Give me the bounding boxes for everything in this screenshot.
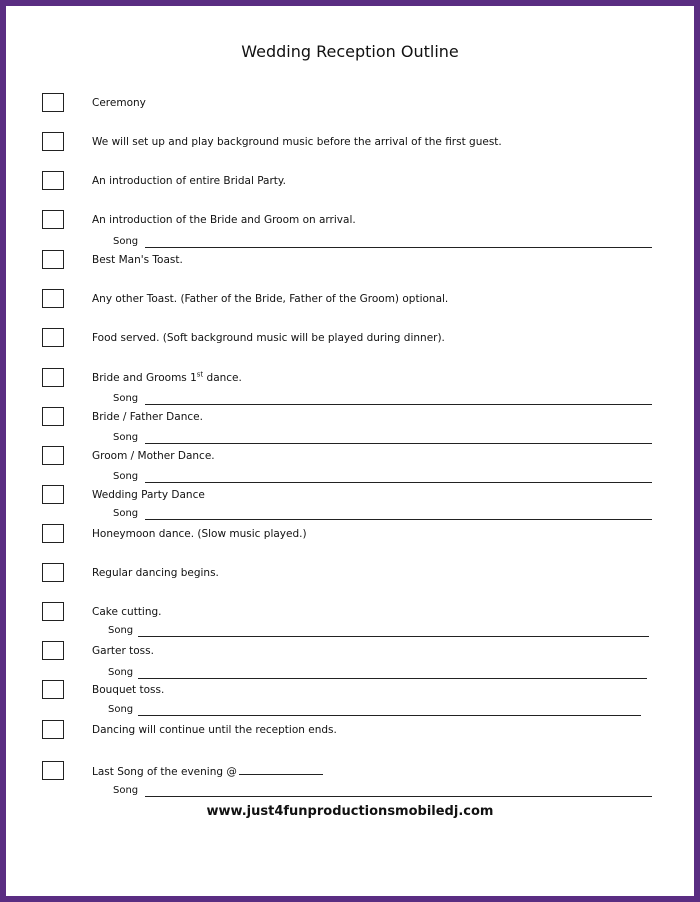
song-label: Song xyxy=(108,625,134,636)
song-line xyxy=(0,471,700,482)
time-input-line[interactable] xyxy=(239,764,323,775)
checkbox[interactable] xyxy=(42,563,64,582)
song-input-line[interactable] xyxy=(145,443,652,444)
song-label: Song xyxy=(108,667,134,678)
checkbox[interactable] xyxy=(42,210,64,229)
item-label: Regular dancing begins. xyxy=(92,567,219,579)
list-item-ceremony xyxy=(0,97,700,109)
item-label: Food served. (Soft background music will be played during dinner). xyxy=(92,332,445,344)
list-item-cake-cutting xyxy=(0,606,700,618)
item-label: Last Song of the evening @ xyxy=(92,764,323,779)
song-line xyxy=(0,508,700,519)
song-label: Song xyxy=(113,236,139,247)
item-label: An introduction of entire Bridal Party. xyxy=(92,175,286,187)
song-line xyxy=(0,625,700,636)
checkbox[interactable] xyxy=(42,680,64,699)
item-label: Dancing will continue until the reception ends. xyxy=(92,724,337,736)
song-line xyxy=(0,704,700,715)
song-label: Song xyxy=(108,704,134,715)
list-item-groom-mother-dance xyxy=(0,450,700,462)
checkbox[interactable] xyxy=(42,171,64,190)
list-item-first-dance xyxy=(0,370,700,384)
item-label: Bouquet toss. xyxy=(92,684,165,696)
checkbox[interactable] xyxy=(42,132,64,151)
checkbox[interactable] xyxy=(42,289,64,308)
item-label: Bride / Father Dance. xyxy=(92,411,203,423)
item-label: Bride and Grooms 1st dance. xyxy=(92,370,242,384)
page-title: Wedding Reception Outline xyxy=(241,42,459,61)
item-label: Any other Toast. (Father of the Bride, Father of the Groom) optional. xyxy=(92,293,449,305)
song-label: Song xyxy=(113,508,139,519)
checkbox[interactable] xyxy=(42,93,64,112)
item-label: An introduction of the Bride and Groom on arrival. xyxy=(92,214,356,226)
list-item-honeymoon-dance xyxy=(0,528,700,540)
list-item-best-man-toast xyxy=(0,254,700,266)
song-line xyxy=(0,393,700,404)
list-item-bridal-party-intro xyxy=(0,175,700,187)
song-input-line[interactable] xyxy=(138,678,647,679)
song-input-line[interactable] xyxy=(145,404,652,405)
list-item-bride-groom-intro xyxy=(0,214,700,226)
checkbox[interactable] xyxy=(42,641,64,660)
item-label: Groom / Mother Dance. xyxy=(92,450,215,462)
item-label: We will set up and play background music before the arrival of the first guest. xyxy=(92,136,502,148)
song-label: Song xyxy=(113,432,139,443)
list-item-regular-dancing xyxy=(0,567,700,579)
item-label: Best Man's Toast. xyxy=(92,254,183,266)
list-item-last-song xyxy=(0,766,700,778)
song-label: Song xyxy=(113,393,139,404)
checkbox[interactable] xyxy=(42,761,64,780)
checkbox[interactable] xyxy=(42,328,64,347)
footer-website-url[interactable]: www.just4funproductionsmobiledj.com xyxy=(206,804,494,819)
list-item-dancing-continues xyxy=(0,724,700,736)
list-item-background-music xyxy=(0,136,700,148)
song-label: Song xyxy=(113,471,139,482)
list-item-bouquet-toss xyxy=(0,684,700,696)
checkbox[interactable] xyxy=(42,524,64,543)
list-item-bride-father-dance xyxy=(0,411,700,423)
song-input-line[interactable] xyxy=(138,715,641,716)
item-label: Wedding Party Dance xyxy=(92,489,205,501)
song-line xyxy=(0,236,700,247)
song-input-line[interactable] xyxy=(145,482,652,483)
song-line xyxy=(0,667,700,678)
checkbox[interactable] xyxy=(42,720,64,739)
song-line xyxy=(0,785,700,796)
item-label: Honeymoon dance. (Slow music played.) xyxy=(92,528,307,540)
song-input-line[interactable] xyxy=(145,519,652,520)
song-label: Song xyxy=(113,785,139,796)
checkbox[interactable] xyxy=(42,602,64,621)
item-label: Ceremony xyxy=(92,97,146,109)
checkbox[interactable] xyxy=(42,485,64,504)
checkbox[interactable] xyxy=(42,368,64,387)
checkbox[interactable] xyxy=(42,446,64,465)
checkbox[interactable] xyxy=(42,250,64,269)
song-input-line[interactable] xyxy=(145,247,652,248)
list-item-food-served xyxy=(0,332,700,344)
checkbox[interactable] xyxy=(42,407,64,426)
song-line xyxy=(0,432,700,443)
item-label: Garter toss. xyxy=(92,645,154,657)
item-label: Cake cutting. xyxy=(92,606,162,618)
list-item-other-toast xyxy=(0,293,700,305)
song-input-line[interactable] xyxy=(145,796,652,797)
list-item-wedding-party-dance xyxy=(0,489,700,501)
list-item-garter-toss xyxy=(0,645,700,657)
song-input-line[interactable] xyxy=(138,636,649,637)
